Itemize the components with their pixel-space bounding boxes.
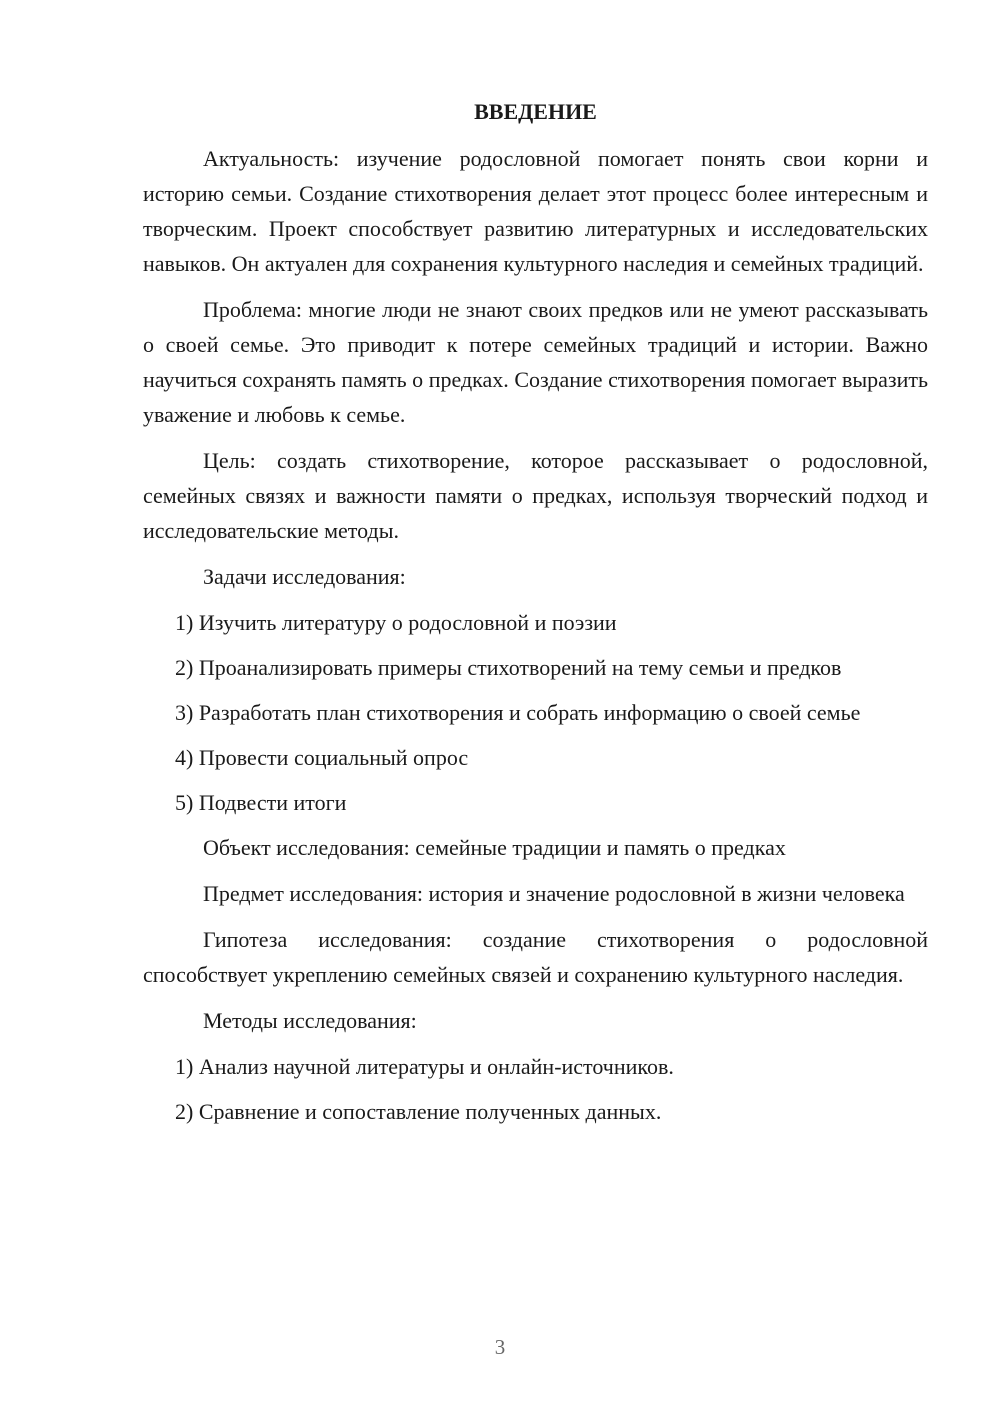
method-item-1: 1) Анализ научной литературы и онлайн-источников.: [175, 1054, 674, 1079]
page-content: [143, 94, 928, 1139]
task-item-5: 5) Подвести итоги: [175, 790, 347, 815]
task-item-2: 2) Проанализировать примеры стихотворений на тему семьи и предков: [175, 655, 842, 680]
page-number: 3: [494, 1335, 506, 1359]
tasks-title: Задачи исследования:: [203, 564, 406, 589]
page-heading: ВВЕДЕНИЕ: [474, 99, 597, 124]
method-item-2: 2) Сравнение и сопоставление полученных данных.: [175, 1099, 662, 1124]
methods-title: Методы исследования:: [203, 1008, 417, 1033]
hypothesis-paragraph: Гипотеза исследования: создание стихотворения о родословной способствует укреплению семейных связей и сохранению культурного наследия.: [143, 927, 928, 987]
task-item-1: 1) Изучить литературу о родословной и поэзии: [175, 610, 617, 635]
relevance-paragraph: Актуальность: изучение родословной помогает понять свои корни и историю семьи. Создание стихотворения делает этот процесс более интересным и творческим. Проект способствует развитию литературных и исследовательских навыков. Он актуален для сохранения культурного наследия и семейных традиций.: [143, 146, 928, 276]
subject-paragraph: Предмет исследования: история и значение родословной в жизни человека: [203, 881, 905, 906]
problem-paragraph: Проблема: многие люди не знают своих предков или не умеют рассказывать о своей семье. Это приводит к потере семейных традиций и истории. Важно научиться сохранять память о предках. Создание стихотворения помогает выразить уважение и любовь к семье.: [143, 297, 928, 427]
object-paragraph: Объект исследования: семейные традиции и память о предках: [203, 835, 786, 860]
task-item-4: 4) Провести социальный опрос: [175, 745, 469, 770]
task-item-3: 3) Разработать план стихотворения и собрать информацию о своей семье: [175, 700, 861, 725]
goal-paragraph: Цель: создать стихотворение, которое рассказывает о родословной, семейных связях и важности памяти о предках, используя творческий подход и исследовательские методы.: [143, 448, 928, 543]
